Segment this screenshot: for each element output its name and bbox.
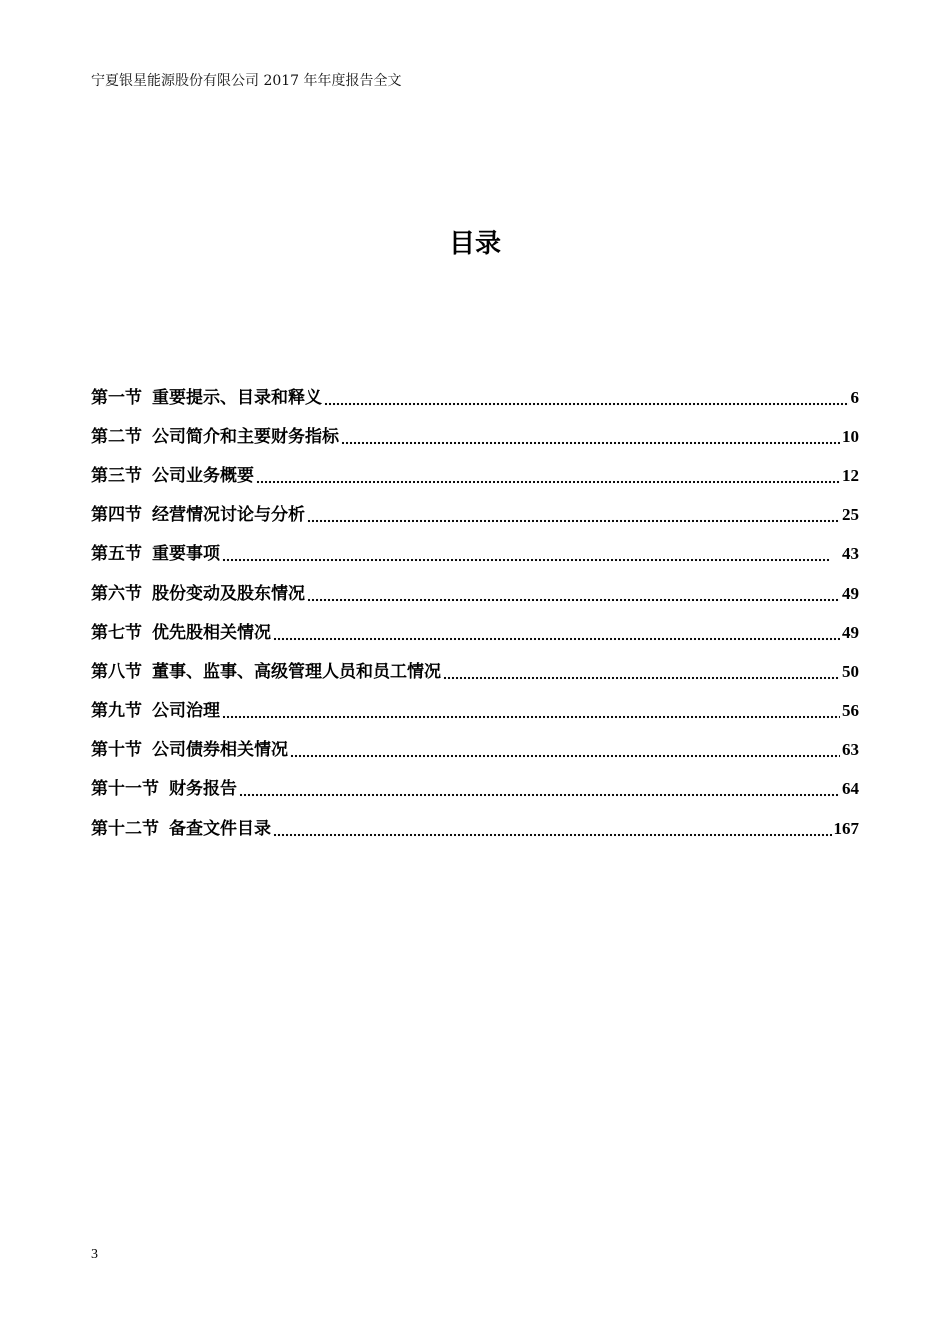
toc-page-number: 10 [842, 426, 859, 446]
toc-entry[interactable] [91, 496, 859, 535]
document-header: 宁夏银星能源股份有限公司 2017 年年度报告全文 [91, 73, 402, 89]
toc-entry[interactable] [91, 770, 859, 809]
toc-page-number: 49 [842, 622, 859, 642]
toc-section-title: 优先股相关情况 [152, 622, 271, 643]
toc-section-number: 第六节 [91, 583, 142, 604]
toc-entry[interactable] [91, 652, 859, 691]
toc-entry[interactable] [91, 535, 859, 574]
toc-section-title: 重要事项 [152, 544, 220, 565]
toc-page-number: 63 [842, 740, 859, 760]
toc-page-number: 50 [842, 661, 859, 681]
toc-section-title: 公司简介和主要财务指标 [152, 426, 339, 447]
page-number: 3 [91, 1247, 98, 1262]
dot-leader [222, 703, 840, 719]
dot-leader [222, 546, 830, 562]
dot-leader [273, 821, 832, 837]
toc-section-number: 第八节 [91, 661, 142, 682]
toc-section-title: 股份变动及股东情况 [152, 583, 305, 604]
toc-section-title: 公司债券相关情况 [152, 740, 288, 761]
toc-section-title: 经营情况讨论与分析 [152, 505, 305, 526]
dot-leader [273, 625, 840, 641]
toc-page-number: 167 [833, 818, 859, 838]
toc-section-number: 第五节 [91, 544, 142, 565]
dot-leader [307, 507, 840, 523]
toc-entry[interactable] [91, 613, 859, 652]
toc-section-number: 第十二节 [91, 818, 159, 839]
toc-entry[interactable] [91, 417, 859, 456]
toc-section-number: 第九节 [91, 701, 142, 722]
toc-entry[interactable] [91, 731, 859, 770]
page-title: 目录 [448, 229, 501, 259]
toc-entry[interactable] [91, 809, 859, 848]
toc-section-title: 财务报告 [169, 779, 237, 800]
dot-leader [256, 468, 840, 484]
toc-section-number: 第三节 [91, 465, 142, 486]
toc-entry[interactable] [91, 574, 859, 613]
toc-section-title: 备查文件目录 [169, 818, 271, 839]
table-of-contents [91, 378, 859, 848]
toc-page-number: 12 [842, 465, 859, 485]
toc-page-number: 6 [850, 387, 859, 407]
toc-section-number: 第十一节 [91, 779, 159, 800]
toc-section-title: 公司治理 [152, 701, 220, 722]
dot-leader [341, 429, 840, 445]
toc-section-number: 第四节 [91, 505, 142, 526]
toc-section-number: 第二节 [91, 426, 142, 447]
dot-leader [239, 781, 840, 797]
dot-leader [290, 742, 840, 758]
toc-section-number: 第一节 [91, 387, 142, 408]
toc-entry[interactable] [91, 456, 859, 495]
toc-page-number: 56 [842, 701, 859, 721]
toc-entry[interactable] [91, 692, 859, 731]
dot-leader [443, 664, 840, 680]
toc-section-number: 第七节 [91, 622, 142, 643]
toc-entry[interactable] [91, 378, 859, 417]
dot-leader [324, 390, 849, 406]
toc-section-title: 重要提示、目录和释义 [152, 387, 322, 408]
toc-page-number: 25 [842, 505, 859, 525]
dot-leader [307, 586, 840, 602]
toc-page-number: 64 [842, 779, 859, 799]
toc-section-title: 董事、监事、高级管理人员和员工情况 [152, 661, 441, 682]
toc-page-number: 49 [842, 583, 859, 603]
toc-section-number: 第十节 [91, 740, 142, 761]
toc-page-number: 43 [842, 544, 859, 564]
toc-section-title: 公司业务概要 [152, 465, 254, 486]
